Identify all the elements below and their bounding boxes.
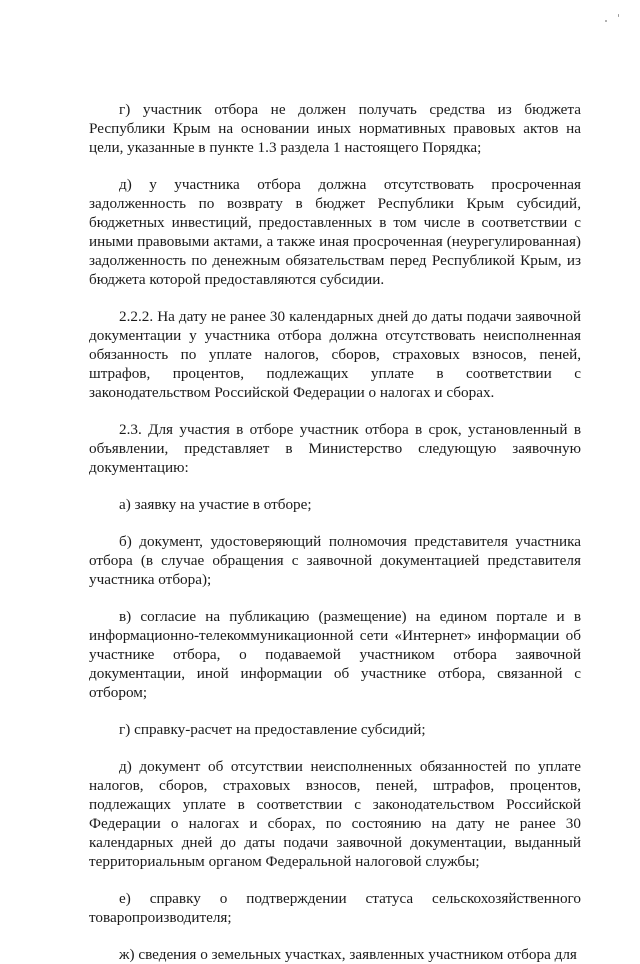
document-body [89,100,581,964]
scan-speck [605,20,607,22]
scan-speck [618,14,619,17]
paragraph-item-d-tax-certificate: д) документ об отсутствии неисполненных обязанностей по уплате налогов, сборов, страховых взносов, пеней, штрафов, процентов, подлежащих уплате в соответствии с законодательством Российской Федерации о налогах и сборах, по состоянию на дату не ранее 30 календарных дней до даты подачи заявочной документации, выданный территориальным органом Федеральной налоговой службы; [89,758,581,870]
paragraph-item-d-overdue-debt: д) у участника отбора должна отсутствовать просроченная задолженность по возврату в бюджет Республики Крым субсидий, бюджетных инвестиций, предоставленных в том числе в соответствии с иными правовыми актами, а также иная просроченная (неурегулированная) задолженность по денежным обязательствам перед Республикой Крым, из бюджета которой предоставляются субсидии. [89,176,581,288]
paragraph-item-zh-land-plots: ж) сведения о земельных участках, заявленных участником отбора для [119,946,577,963]
paragraph-item-e-producer-status: е) справку о подтверждении статуса сельскохозяйственного товаропроизводителя; [89,890,581,926]
paragraph-2-3-application-docs: 2.3. Для участия в отборе участник отбора в срок, установленный в объявлении, представляет в Министерство следующую заявочную документацию: [89,421,581,476]
paragraph-item-g-budget-funds: г) участник отбора не должен получать средства из бюджета Республики Крым на основании иных нормативных правовых актов на цели, указанные в пункте 1.3 раздела 1 настоящего Порядка; [89,101,581,156]
paragraph-2-2-2-tax-obligations: 2.2.2. На дату не ранее 30 календарных дней до даты подачи заявочной документации у участника отбора должна отсутствовать неисполненная обязанность по уплате налогов, сборов, страховых взносов, пеней, штрафов, процентов, подлежащих уплате в соответствии с законодательством Российской Федерации о налогах и сборах. [89,308,581,401]
paragraph-item-v-publication-consent: в) согласие на публикацию (размещение) на едином портале и в информационно-телекоммуникационной сети «Интернет» информации об участнике отбора, о подаваемой участником отбора заявочной документации, иной информации об участнике отбора, связанной с отбором; [89,608,581,701]
paragraph-item-g-calculation: г) справку-расчет на предоставление субсидий; [119,721,426,738]
paragraph-item-a-application: а) заявку на участие в отборе; [119,496,312,513]
paragraph-item-b-authority-document: б) документ, удостоверяющий полномочия представителя участника отбора (в случае обращения с заявочной документацией представителя участника отбора); [89,533,581,588]
